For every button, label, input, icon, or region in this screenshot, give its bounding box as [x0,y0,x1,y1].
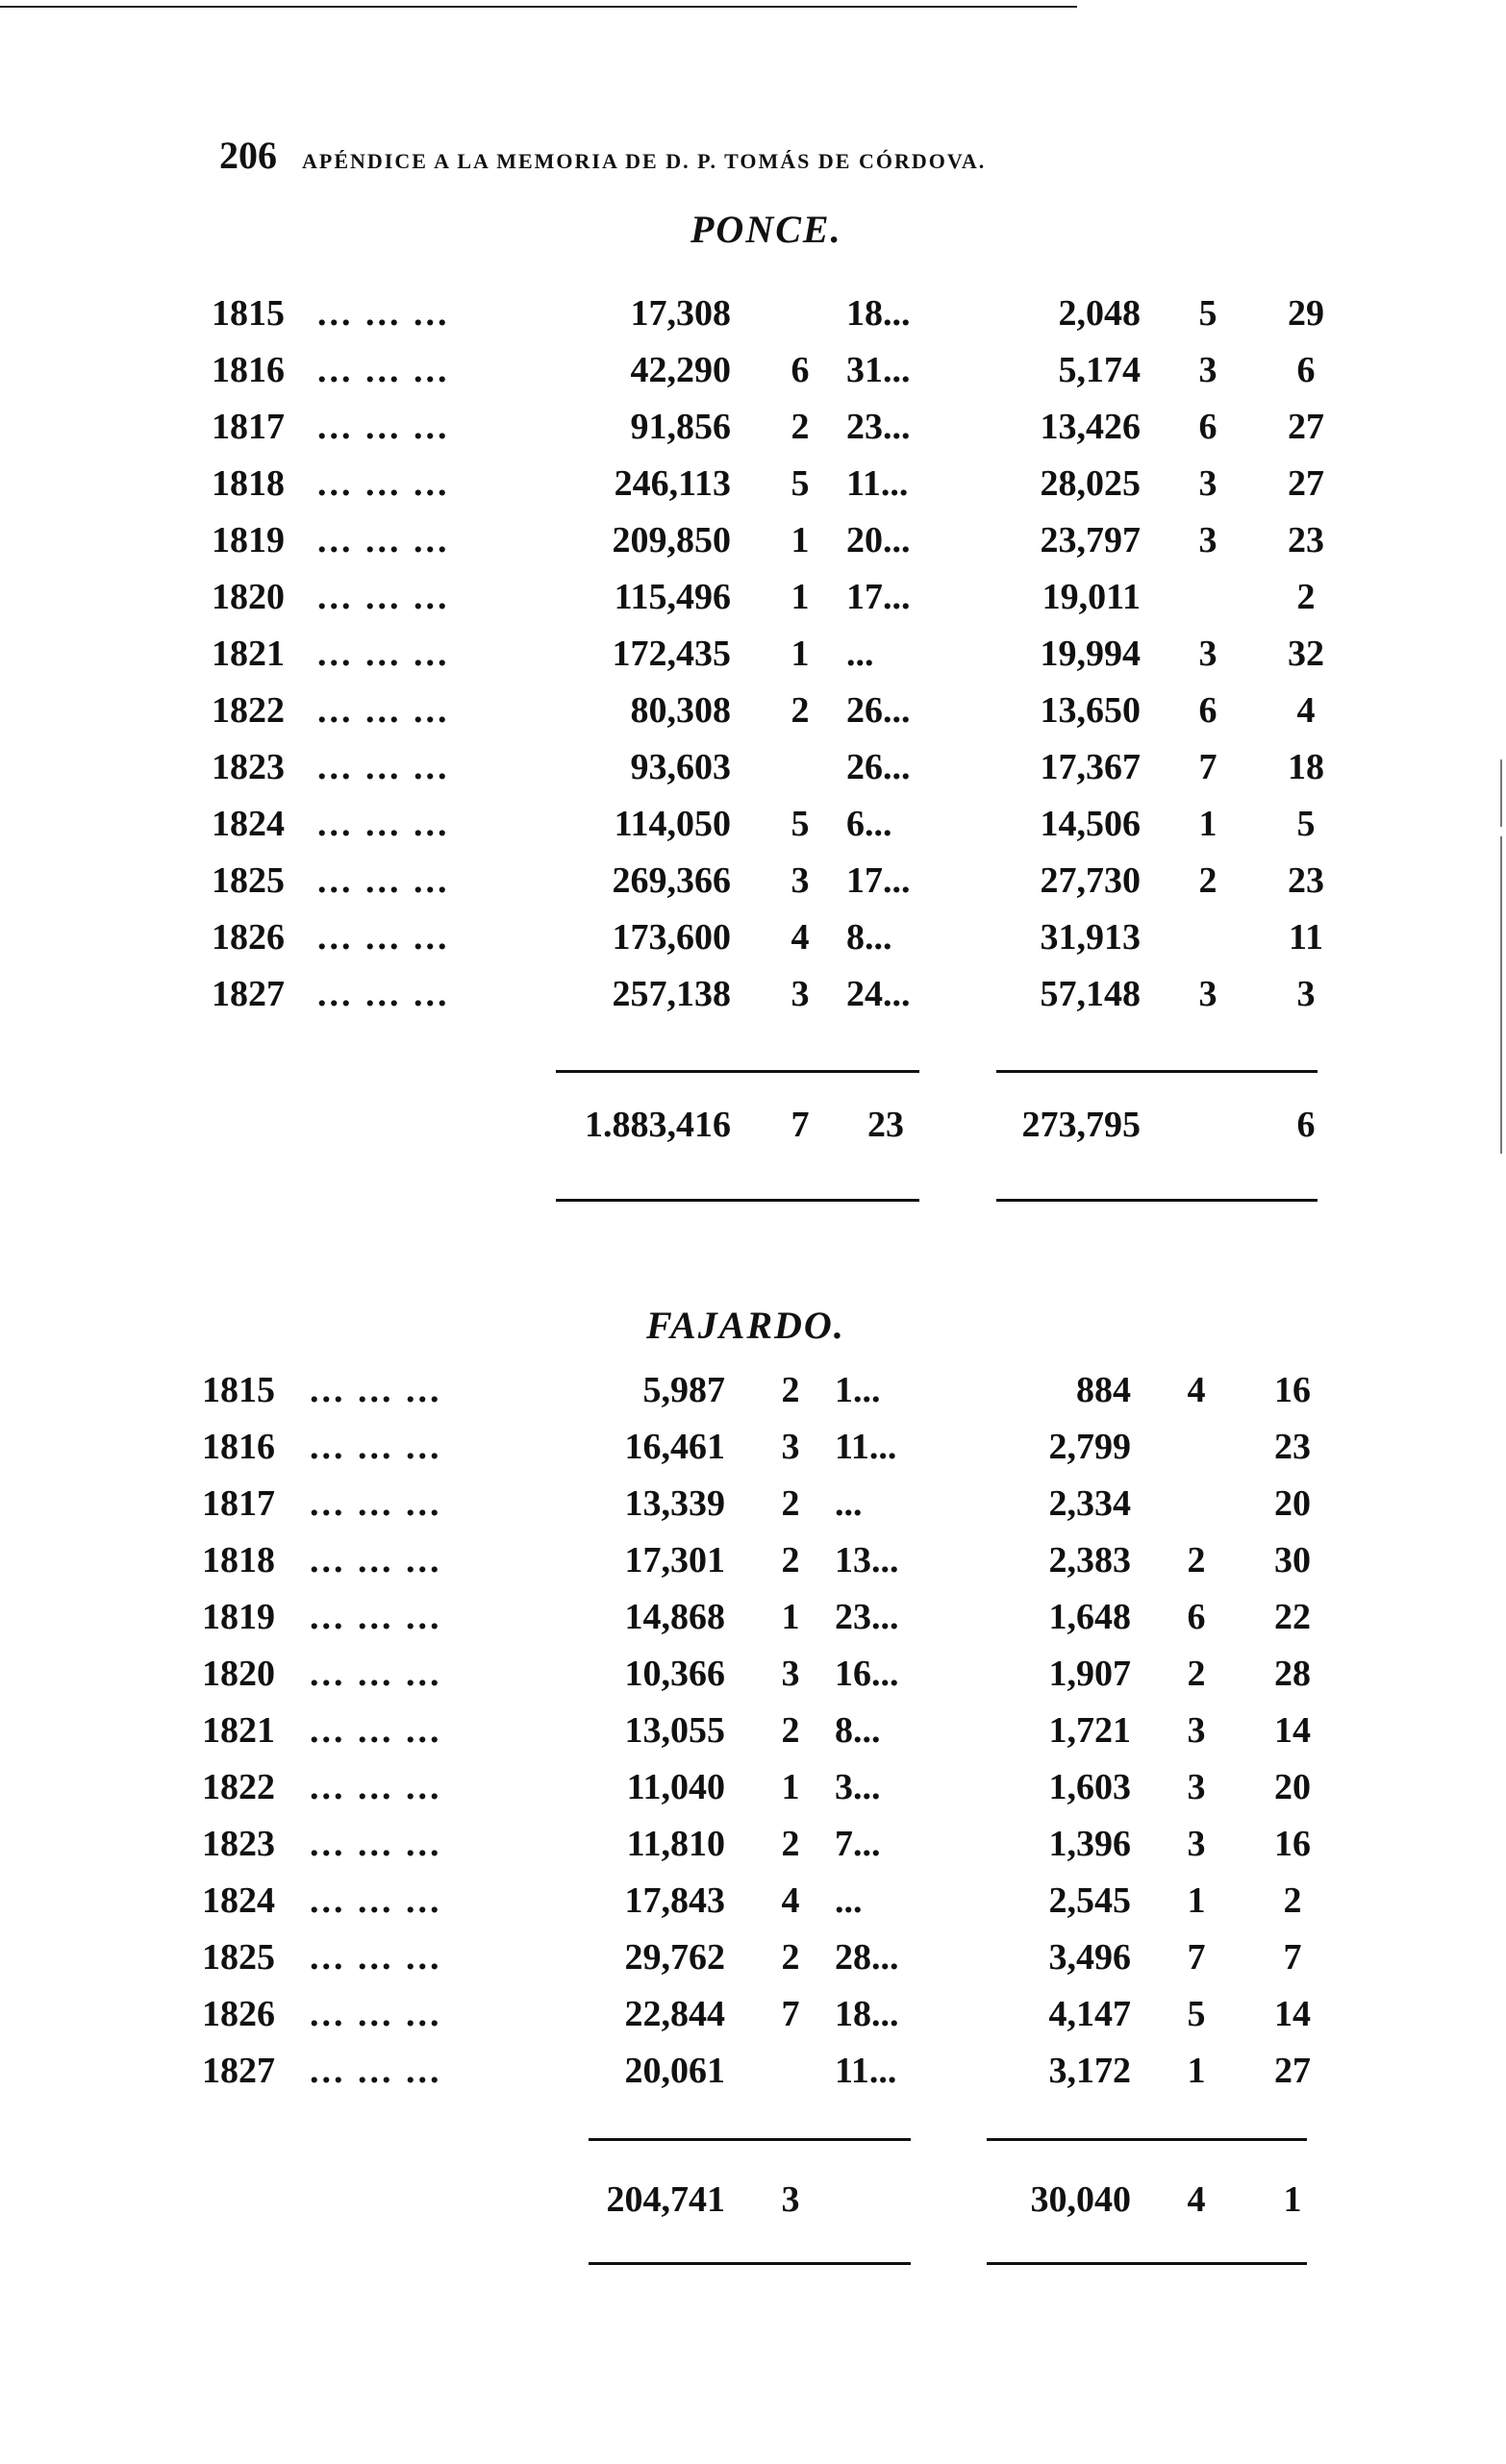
remainder-cell: 23 [1288,520,1324,560]
leader-dots: ... ... ... [317,974,450,1014]
duty-cell: 28,025 [1040,463,1141,504]
count-cell: 1... [835,1370,881,1410]
duty-cell: 2,334 [1048,1483,1131,1524]
total-f: 6 [1296,1105,1316,1145]
amount-cell: 20,061 [624,2051,725,2091]
fraction-cell: 3 [1187,1824,1206,1864]
table-row [0,1879,1506,1935]
leader-dots: ... ... ... [317,350,450,390]
ponce-right-sum-rule [996,1070,1318,1073]
year-cell: 1820 [212,577,285,617]
remainder-cell: 4 [1296,690,1316,731]
section-title-ponce: PONCE. [690,208,842,251]
fajardo-right-total-rule [987,2262,1307,2265]
leader-dots: ... ... ... [317,520,450,560]
fraction-cell: 3 [1198,463,1217,504]
ponce-left-total-rule [556,1199,919,1202]
count-cell: 18... [846,293,911,334]
table-row [0,519,1506,575]
duty-cell: 2,383 [1048,1540,1131,1580]
amount-cell: 114,050 [614,804,731,844]
fraction-cell: 2 [1198,860,1217,901]
remainder-cell: 5 [1296,804,1316,844]
fraction-cell: 2 [781,1540,800,1580]
count-cell: 11... [835,2051,897,2091]
amount-cell: 269,366 [612,860,731,901]
remainder-cell: 16 [1274,1824,1311,1864]
leader-dots: ... ... ... [310,1710,442,1751]
duty-cell: 1,396 [1048,1824,1131,1864]
table-row [0,1993,1506,2049]
remainder-cell: 3 [1296,974,1316,1014]
fraction-cell: 3 [1187,1767,1206,1807]
year-cell: 1818 [212,463,285,504]
fraction-cell: 6 [791,350,810,390]
count-cell: 11... [835,1427,897,1467]
table-row [0,1596,1506,1652]
fraction-cell: 5 [1187,1994,1206,2034]
fraction-cell: 2 [781,1483,800,1524]
total-b: 3 [781,2179,800,2220]
leader-dots: ... ... ... [310,1370,442,1410]
remainder-cell: 23 [1274,1427,1311,1467]
table-row [0,406,1506,461]
page-header [219,133,986,178]
fraction-cell: 2 [791,690,810,731]
remainder-cell: 14 [1274,1710,1311,1751]
running-title: APÉNDICE A LA MEMORIA DE D. P. TOMÁS DE CÓRDOVA. [302,149,987,173]
duty-cell: 1,648 [1048,1597,1131,1637]
count-cell: 26... [846,747,911,787]
fajardo-total-row [0,2178,1506,2234]
leader-dots: ... ... ... [310,1994,442,2034]
count-cell: 13... [835,1540,899,1580]
year-cell: 1826 [212,917,285,958]
count-cell: ... [846,634,874,674]
amount-cell: 80,308 [630,690,731,731]
total-e: 4 [1187,2179,1206,2220]
table-row [0,292,1506,348]
leader-dots: ... ... ... [310,1540,442,1580]
duty-cell: 4,147 [1048,1994,1131,2034]
amount-cell: 257,138 [612,974,731,1014]
fraction-cell: 3 [1198,974,1217,1014]
ponce-total-row [0,1104,1506,1159]
year-cell: 1820 [202,1654,275,1694]
fraction-cell: 5 [791,804,810,844]
remainder-cell: 2 [1296,577,1316,617]
leader-dots: ... ... ... [310,1824,442,1864]
duty-cell: 2,545 [1048,1880,1131,1921]
leader-dots: ... ... ... [317,860,450,901]
year-cell: 1817 [212,407,285,447]
fraction-cell: 2 [1187,1540,1206,1580]
fajardo-left-sum-rule [589,2138,911,2141]
fraction-cell: 3 [1187,1710,1206,1751]
table-row [0,803,1506,859]
duty-cell: 2,799 [1048,1427,1131,1467]
amount-cell: 29,762 [624,1937,725,1978]
duty-cell: 19,994 [1040,634,1141,674]
year-cell: 1815 [202,1370,275,1410]
table-row [0,1709,1506,1765]
leader-dots: ... ... ... [317,634,450,674]
year-cell: 1827 [202,2051,275,2091]
ponce-right-total-rule [996,1199,1318,1202]
fraction-cell: 2 [781,1370,800,1410]
amount-cell: 246,113 [614,463,731,504]
count-cell: 28... [835,1937,899,1978]
remainder-cell: 32 [1288,634,1324,674]
fraction-cell: 1 [1187,1880,1206,1921]
remainder-cell: 29 [1288,293,1324,334]
remainder-cell: 23 [1288,860,1324,901]
remainder-cell: 27 [1274,2051,1311,2091]
duty-cell: 14,506 [1040,804,1141,844]
leader-dots: ... ... ... [317,463,450,504]
amount-cell: 14,868 [624,1597,725,1637]
count-cell: 7... [835,1824,881,1864]
fraction-cell: 3 [791,860,810,901]
fraction-cell: 5 [791,463,810,504]
count-cell: 6... [846,804,892,844]
fraction-cell: 7 [781,1994,800,2034]
fraction-cell: 1 [791,520,810,560]
remainder-cell: 30 [1274,1540,1311,1580]
page-number: 206 [219,134,277,177]
remainder-cell: 28 [1274,1654,1311,1694]
year-cell: 1818 [202,1540,275,1580]
scan-margin-mark [1500,836,1502,1154]
fraction-cell: 2 [791,407,810,447]
amount-cell: 17,308 [630,293,731,334]
table-row [0,1426,1506,1481]
count-cell: 26... [846,690,911,731]
remainder-cell: 18 [1288,747,1324,787]
amount-cell: 93,603 [630,747,731,787]
year-cell: 1816 [212,350,285,390]
leader-dots: ... ... ... [310,1937,442,1978]
total-d: 273,795 [1021,1105,1141,1145]
fraction-cell: 6 [1198,690,1217,731]
leader-dots: ... ... ... [310,1767,442,1807]
fraction-cell: 2 [781,1710,800,1751]
duty-cell: 1,603 [1048,1767,1131,1807]
leader-dots: ... ... ... [317,917,450,958]
amount-cell: 5,987 [642,1370,725,1410]
remainder-cell: 2 [1283,1880,1302,1921]
year-cell: 1817 [202,1483,275,1524]
year-cell: 1826 [202,1994,275,2034]
remainder-cell: 11 [1289,917,1323,958]
duty-cell: 19,011 [1042,577,1141,617]
count-cell: 3... [835,1767,881,1807]
count-cell: 8... [846,917,892,958]
fajardo-left-total-rule [589,2262,911,2265]
table-row [0,576,1506,632]
fraction-cell: 7 [1198,747,1217,787]
table-row [0,916,1506,972]
year-cell: 1823 [212,747,285,787]
fraction-cell: 2 [781,1937,800,1978]
table-row [0,689,1506,745]
year-cell: 1815 [212,293,285,334]
count-cell: 8... [835,1710,881,1751]
duty-cell: 13,426 [1040,407,1141,447]
scan-margin-mark [1500,759,1502,827]
year-cell: 1821 [212,634,285,674]
year-cell: 1816 [202,1427,275,1467]
remainder-cell: 7 [1283,1937,1302,1978]
fraction-cell: 1 [1187,2051,1206,2091]
year-cell: 1822 [212,690,285,731]
remainder-cell: 20 [1274,1483,1311,1524]
amount-cell: 172,435 [612,634,731,674]
leader-dots: ... ... ... [317,804,450,844]
fraction-cell: 1 [781,1597,800,1637]
amount-cell: 10,366 [624,1654,725,1694]
duty-cell: 23,797 [1040,520,1141,560]
remainder-cell: 22 [1274,1597,1311,1637]
leader-dots: ... ... ... [310,1654,442,1694]
table-row [0,1369,1506,1425]
year-cell: 1819 [202,1597,275,1637]
duty-cell: 3,496 [1048,1937,1131,1978]
duty-cell: 27,730 [1040,860,1141,901]
count-cell: 31... [846,350,911,390]
fajardo-right-sum-rule [987,2138,1307,2141]
amount-cell: 13,339 [624,1483,725,1524]
year-cell: 1827 [212,974,285,1014]
total-d: 30,040 [1030,2179,1131,2220]
leader-dots: ... ... ... [317,690,450,731]
count-cell: 23... [835,1597,899,1637]
year-cell: 1819 [212,520,285,560]
amount-cell: 173,600 [612,917,731,958]
count-cell: ... [835,1880,863,1921]
amount-cell: 209,850 [612,520,731,560]
year-cell: 1825 [212,860,285,901]
leader-dots: ... ... ... [310,1483,442,1524]
leader-dots: ... ... ... [317,747,450,787]
fraction-cell: 3 [791,974,810,1014]
duty-cell: 884 [1076,1370,1131,1410]
duty-cell: 57,148 [1040,974,1141,1014]
year-cell: 1825 [202,1937,275,1978]
amount-cell: 17,843 [624,1880,725,1921]
count-cell: 11... [846,463,909,504]
table-row [0,1936,1506,1992]
duty-cell: 5,174 [1058,350,1141,390]
year-cell: 1821 [202,1710,275,1751]
total-a: 204,741 [606,2179,725,2220]
duty-cell: 17,367 [1040,747,1141,787]
fraction-cell: 4 [781,1880,800,1921]
amount-cell: 22,844 [624,1994,725,2034]
duty-cell: 2,048 [1058,293,1141,334]
duty-cell: 3,172 [1048,2051,1131,2091]
amount-cell: 11,040 [626,1767,725,1807]
leader-dots: ... ... ... [310,1880,442,1921]
amount-cell: 17,301 [624,1540,725,1580]
table-row [0,859,1506,915]
fraction-cell: 4 [1187,1370,1206,1410]
top-border-line [0,6,1077,8]
table-row [0,1653,1506,1708]
table-row [0,633,1506,688]
fraction-cell: 3 [1198,520,1217,560]
table-row [0,1823,1506,1879]
table-row [0,973,1506,1029]
count-cell: 18... [835,1994,899,2034]
table-row [0,1539,1506,1595]
table-row [0,462,1506,518]
leader-dots: ... ... ... [317,293,450,334]
table-row [0,2050,1506,2105]
total-c: 23 [867,1105,904,1145]
count-cell: 23... [846,407,911,447]
count-cell: 17... [846,860,911,901]
fraction-cell: 3 [1198,634,1217,674]
fraction-cell: 3 [1198,350,1217,390]
count-cell: 17... [846,577,911,617]
duty-cell: 31,913 [1040,917,1141,958]
leader-dots: ... ... ... [310,2051,442,2091]
year-cell: 1823 [202,1824,275,1864]
table-row [0,349,1506,405]
fraction-cell: 1 [781,1767,800,1807]
leader-dots: ... ... ... [317,407,450,447]
year-cell: 1824 [202,1880,275,1921]
fraction-cell: 4 [791,917,810,958]
fraction-cell: 1 [1198,804,1217,844]
amount-cell: 11,810 [626,1824,725,1864]
leader-dots: ... ... ... [317,577,450,617]
fraction-cell: 1 [791,634,810,674]
leader-dots: ... ... ... [310,1427,442,1467]
total-f: 1 [1283,2179,1302,2220]
year-cell: 1822 [202,1767,275,1807]
total-b: 7 [791,1105,810,1145]
remainder-cell: 20 [1274,1767,1311,1807]
remainder-cell: 16 [1274,1370,1311,1410]
fraction-cell: 3 [781,1427,800,1467]
count-cell: ... [835,1483,863,1524]
amount-cell: 115,496 [614,577,731,617]
remainder-cell: 6 [1296,350,1316,390]
fraction-cell: 6 [1187,1597,1206,1637]
table-row [0,1482,1506,1538]
ponce-left-sum-rule [556,1070,919,1073]
fraction-cell: 5 [1198,293,1217,334]
table-row [0,746,1506,802]
leader-dots: ... ... ... [310,1597,442,1637]
table-row [0,1766,1506,1822]
duty-cell: 1,721 [1048,1710,1131,1751]
fraction-cell: 2 [781,1824,800,1864]
count-cell: 24... [846,974,911,1014]
total-a: 1.883,416 [585,1105,731,1145]
duty-cell: 13,650 [1040,690,1141,731]
fraction-cell: 3 [781,1654,800,1694]
remainder-cell: 27 [1288,407,1324,447]
duty-cell: 1,907 [1048,1654,1131,1694]
amount-cell: 91,856 [630,407,731,447]
fraction-cell: 6 [1198,407,1217,447]
fraction-cell: 7 [1187,1937,1206,1978]
count-cell: 20... [846,520,911,560]
fraction-cell: 1 [791,577,810,617]
amount-cell: 16,461 [624,1427,725,1467]
amount-cell: 42,290 [630,350,731,390]
fraction-cell: 2 [1187,1654,1206,1694]
count-cell: 16... [835,1654,899,1694]
section-title-fajardo: FAJARDO. [646,1304,845,1347]
remainder-cell: 14 [1274,1994,1311,2034]
remainder-cell: 27 [1288,463,1324,504]
amount-cell: 13,055 [624,1710,725,1751]
year-cell: 1824 [212,804,285,844]
